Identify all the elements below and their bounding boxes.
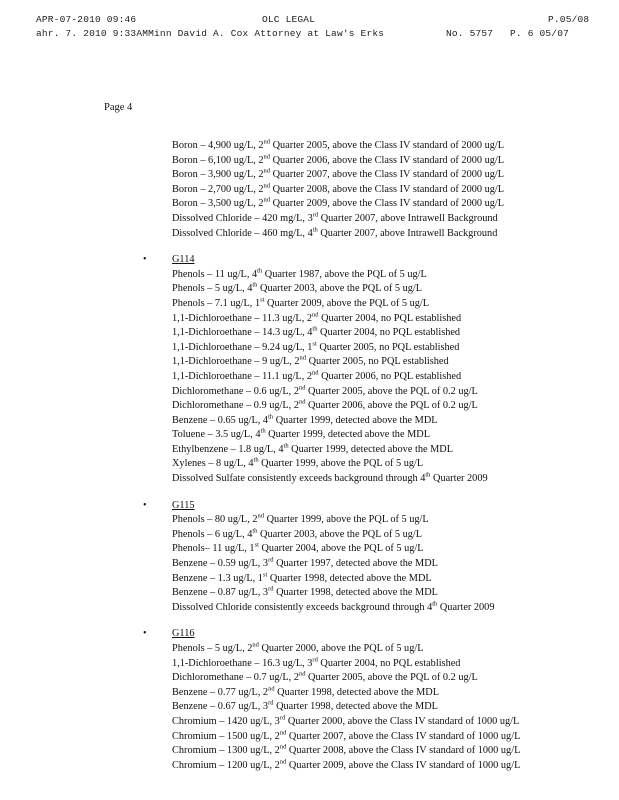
line-text: 1,1-Dichloroethane – 11.1 ug/L, 2 bbox=[172, 370, 313, 382]
line-text: Quarter 1999, above the PQL of 5 ug/L bbox=[264, 514, 429, 526]
line-text: Quarter 2009, above the PQL of 5 ug/L bbox=[264, 297, 430, 309]
ordinal-suffix: rd bbox=[268, 585, 274, 593]
line-text: Phenols – 5 ug/L, 4 bbox=[172, 283, 253, 295]
line-text: Boron – 3,900 ug/L, 2 bbox=[172, 169, 264, 181]
result-line bbox=[172, 557, 592, 572]
result-line bbox=[172, 686, 592, 701]
well-heading: G114 bbox=[172, 254, 195, 266]
result-line bbox=[172, 472, 592, 487]
line-text: Benzene – 0.65 ug/L, 4 bbox=[172, 414, 269, 426]
line-text: Boron – 2,700 ug/L, 2 bbox=[172, 183, 264, 195]
line-text: Quarter 2005, above the Class IV standard of 2000 ug/L bbox=[270, 140, 505, 151]
line-text: Chromium – 1200 ug/L, 2 bbox=[172, 759, 280, 771]
page-label: Page 4 bbox=[104, 102, 133, 113]
fax-line1-center: OLC LEGAL bbox=[262, 14, 316, 25]
ordinal-suffix: st bbox=[312, 340, 317, 348]
ordinal-suffix: nd bbox=[257, 512, 265, 520]
line-text: Quarter 2005, above the PQL of 0.2 ug/L bbox=[305, 385, 478, 397]
line-text: Quarter 2003, above the PQL of 5 ug/L bbox=[257, 528, 423, 540]
line-text: Quarter 2004, above the PQL of 5 ug/L bbox=[258, 543, 424, 555]
fax-line2-center: No. 5757 bbox=[446, 28, 494, 39]
line-text: Chromium – 1300 ug/L, 2 bbox=[172, 745, 280, 757]
result-line bbox=[172, 154, 592, 169]
intro-block bbox=[172, 139, 592, 241]
result-line bbox=[172, 744, 592, 759]
well-section bbox=[143, 499, 592, 616]
line-text: Quarter 2005, no PQL established bbox=[316, 341, 460, 353]
ordinal-suffix: th bbox=[252, 281, 258, 289]
ordinal-suffix: nd bbox=[298, 384, 306, 392]
ordinal-suffix: nd bbox=[263, 153, 271, 161]
ordinal-suffix: rd bbox=[268, 556, 274, 564]
ordinal-suffix: th bbox=[257, 267, 263, 275]
ordinal-suffix: nd bbox=[268, 685, 275, 693]
line-text: 1,1-Dichloroethane – 9.24 ug/L, 1 bbox=[172, 341, 313, 353]
line-text: Quarter 1999, above the PQL of 5 ug/L bbox=[258, 458, 424, 470]
result-line bbox=[172, 457, 592, 472]
line-text: Quarter 1998, detected above the MDL bbox=[273, 701, 438, 713]
result-line bbox=[172, 700, 592, 715]
ordinal-suffix: th bbox=[260, 427, 266, 435]
line-text: Dissolved Sulfate consistently exceeds background through 4 bbox=[172, 473, 426, 485]
ordinal-suffix: nd bbox=[298, 670, 306, 678]
line-text: Quarter 2004, no PQL established bbox=[317, 657, 461, 669]
ordinal-suffix: th bbox=[312, 325, 318, 333]
line-text: Benzene – 0.77 ug/L, 2 bbox=[172, 686, 269, 698]
line-text: Quarter 2005, above the PQL of 0.2 ug/L bbox=[305, 672, 478, 684]
line-text: Quarter 2000, above the Class IV standard of 1000 ug/L bbox=[285, 715, 520, 727]
ordinal-suffix: th bbox=[312, 226, 318, 234]
result-line bbox=[172, 642, 592, 657]
result-line bbox=[172, 326, 592, 341]
result-line bbox=[172, 312, 592, 327]
ordinal-suffix: th bbox=[268, 413, 274, 421]
line-text: 1,1-Dichloroethane – 16.3 ug/L, 3 bbox=[172, 657, 313, 669]
line-text: Chromium – 1420 ug/L, 3 bbox=[172, 715, 280, 727]
line-text: Quarter 2005, no PQL established bbox=[306, 356, 449, 368]
line-text: Phenols – 11 ug/L, 4 bbox=[172, 268, 258, 280]
result-line bbox=[172, 513, 592, 528]
ordinal-suffix: th bbox=[432, 600, 438, 608]
result-line bbox=[172, 341, 592, 356]
ordinal-suffix: th bbox=[252, 527, 258, 535]
line-text: Benzene – 0.59 ug/L, 3 bbox=[172, 558, 269, 570]
line-text: Benzene – 1.3 ug/L, 1 bbox=[172, 572, 263, 584]
ordinal-suffix: th bbox=[283, 442, 289, 450]
line-text: Boron – 4,900 ug/L, 2 bbox=[172, 140, 264, 151]
ordinal-suffix: th bbox=[253, 457, 259, 465]
ordinal-suffix: nd bbox=[298, 398, 306, 406]
line-text: Quarter 1998, detected above the MDL bbox=[267, 572, 432, 584]
ordinal-suffix: nd bbox=[263, 182, 271, 190]
line-text: Chromium – 1500 ug/L, 2 bbox=[172, 730, 280, 742]
ordinal-suffix: nd bbox=[312, 311, 319, 319]
result-line bbox=[172, 168, 592, 183]
line-text: Dissolved Chloride – 420 mg/L, 3 bbox=[172, 212, 313, 224]
line-text: Xylenes – 8 ug/L, 4 bbox=[172, 458, 254, 470]
line-text: Dissolved Chloride consistently exceeds background through 4 bbox=[172, 601, 433, 613]
ordinal-suffix: nd bbox=[299, 354, 307, 362]
result-line bbox=[172, 268, 592, 283]
line-text: Quarter 2007, above Intrawell Background bbox=[317, 227, 498, 239]
ordinal-suffix: th bbox=[425, 471, 431, 479]
ordinal-suffix: nd bbox=[312, 369, 319, 377]
result-line bbox=[172, 601, 592, 616]
line-text: Dichloromethane – 0.6 ug/L, 2 bbox=[172, 385, 299, 397]
result-line bbox=[172, 572, 592, 587]
result-line bbox=[172, 139, 592, 154]
ordinal-suffix: rd bbox=[279, 714, 286, 722]
ordinal-suffix: st bbox=[262, 571, 268, 579]
ordinal-suffix: nd bbox=[263, 196, 271, 204]
line-text: Boron – 6,100 ug/L, 2 bbox=[172, 154, 264, 166]
bullet-icon: • bbox=[143, 254, 147, 266]
line-text: Quarter 2009, above the Class IV standard of 1000 ug/L bbox=[286, 759, 521, 771]
result-line bbox=[172, 428, 592, 443]
line-text: Phenols – 80 ug/L, 2 bbox=[172, 514, 258, 526]
ordinal-suffix: rd bbox=[268, 699, 274, 707]
result-line bbox=[172, 759, 592, 774]
line-text: Quarter 1998, detected above the MDL bbox=[273, 587, 438, 599]
result-line bbox=[172, 586, 592, 601]
result-line bbox=[172, 715, 592, 730]
well-heading: G115 bbox=[172, 499, 195, 511]
line-text: Quarter 2008, above the Class IV standard of 1000 ug/L bbox=[286, 745, 521, 757]
result-line bbox=[172, 227, 592, 242]
line-text: Quarter 2004, no PQL established bbox=[317, 327, 461, 339]
ordinal-suffix: st bbox=[254, 542, 259, 550]
ordinal-suffix: rd bbox=[312, 656, 318, 664]
well-sections bbox=[143, 253, 592, 773]
line-text: Quarter 2009, above the Class IV standard of 2000 ug/L bbox=[270, 198, 505, 210]
ordinal-suffix: nd bbox=[279, 758, 287, 766]
line-text: Dichloromethane – 0.7 ug/L, 2 bbox=[172, 672, 299, 684]
line-text: Phenols – 7.1 ug/L, 1 bbox=[172, 297, 261, 309]
document-body bbox=[143, 138, 592, 773]
bullet-icon: • bbox=[143, 628, 147, 640]
line-text: Toluene – 3.5 ug/L, 4 bbox=[172, 429, 261, 441]
result-line bbox=[172, 370, 592, 385]
line-text: Quarter 1987, above the PQL of 5 ug/L bbox=[262, 268, 427, 280]
line-text: Quarter 2007, above the Class IV standard of 1000 ug/L bbox=[286, 730, 521, 742]
line-text: Ethylbenzene – 1.8 ug/L, 4 bbox=[172, 443, 284, 455]
result-line bbox=[172, 197, 592, 212]
line-text: Quarter 1999, detected above the MDL bbox=[273, 414, 438, 426]
line-text: Benzene – 0.87 ug/L, 3 bbox=[172, 587, 269, 599]
line-text: Benzene – 0.67 ug/L, 3 bbox=[172, 701, 269, 713]
line-text: Quarter 2009 bbox=[437, 601, 495, 613]
line-text: Quarter 2004, no PQL established bbox=[318, 312, 462, 324]
line-text: Dichloromethane – 0.9 ug/L, 2 bbox=[172, 400, 299, 412]
result-line bbox=[172, 385, 592, 400]
result-line bbox=[172, 282, 592, 297]
line-text: Quarter 2008, above the Class IV standard of 2000 ug/L bbox=[270, 183, 505, 195]
line-text: Quarter 2009 bbox=[430, 473, 488, 485]
result-line bbox=[172, 671, 592, 686]
line-text: Quarter 1998, detected above the MDL bbox=[274, 686, 439, 698]
ordinal-suffix: nd bbox=[279, 729, 287, 737]
ordinal-suffix: nd bbox=[263, 167, 271, 175]
line-text: Quarter 2000, above the PQL of 5 ug/L bbox=[258, 643, 424, 654]
result-line bbox=[172, 414, 592, 429]
bullet-icon: • bbox=[143, 499, 147, 511]
result-line bbox=[172, 542, 592, 557]
line-text: Quarter 1997, detected above the MDL bbox=[273, 558, 438, 570]
fax-line2-right: P. 6 05/07 bbox=[510, 28, 570, 39]
line-text: Dissolved Chloride – 460 mg/L, 4 bbox=[172, 227, 313, 239]
line-text: Quarter 2006, above the Class IV standard of 2000 ug/L bbox=[270, 154, 505, 166]
line-text: Quarter 2007, above the Class IV standard of 2000 ug/L bbox=[270, 169, 505, 181]
line-text: Quarter 2003, above the PQL of 5 ug/L bbox=[257, 283, 423, 295]
ordinal-suffix: nd bbox=[279, 743, 287, 751]
result-line bbox=[172, 399, 592, 414]
result-line bbox=[172, 355, 592, 370]
line-text: Phenols– 11 ug/L, 1 bbox=[172, 543, 255, 555]
line-text: 1,1-Dichloroethane – 9 ug/L, 2 bbox=[172, 356, 300, 368]
line-text: Boron – 3,500 ug/L, 2 bbox=[172, 198, 264, 210]
line-text: Quarter 2006, no PQL established bbox=[318, 370, 462, 382]
line-text: Quarter 1999, detected above the MDL bbox=[265, 429, 430, 441]
ordinal-suffix: nd bbox=[263, 138, 271, 146]
fax-line1-right: P.05/08 bbox=[548, 14, 590, 25]
ordinal-suffix: st bbox=[260, 296, 265, 304]
line-text: Phenols – 5 ug/L, 2 bbox=[172, 643, 253, 654]
well-heading: G116 bbox=[172, 628, 195, 640]
line-text: Phenols – 6 ug/L, 4 bbox=[172, 528, 253, 540]
well-section bbox=[143, 253, 592, 487]
line-text: Quarter 1999, detected above the MDL bbox=[288, 443, 453, 455]
line-text: Quarter 2007, above Intrawell Background bbox=[318, 212, 498, 224]
result-line bbox=[172, 730, 592, 745]
result-line bbox=[172, 443, 592, 458]
ordinal-suffix: rd bbox=[312, 211, 319, 219]
result-line bbox=[172, 528, 592, 543]
line-text: Quarter 2006, above the PQL of 0.2 ug/L bbox=[305, 400, 478, 412]
result-line bbox=[172, 297, 592, 312]
well-section bbox=[143, 627, 592, 773]
line-text: 1,1-Dichloroethane – 11.3 ug/L, 2 bbox=[172, 312, 313, 324]
line-text: 1,1-Dichloroethane – 14.3 ug/L, 4 bbox=[172, 327, 313, 339]
result-line bbox=[172, 183, 592, 198]
result-line bbox=[172, 212, 592, 227]
ordinal-suffix: nd bbox=[252, 641, 259, 649]
result-line bbox=[172, 657, 592, 672]
fax-line1-left: APR-07-2010 09:46 bbox=[36, 14, 137, 25]
fax-line2-left: ahr. 7. 2010 9:33AMMinn David A. Cox Attorney at Law's Erks bbox=[36, 28, 385, 39]
